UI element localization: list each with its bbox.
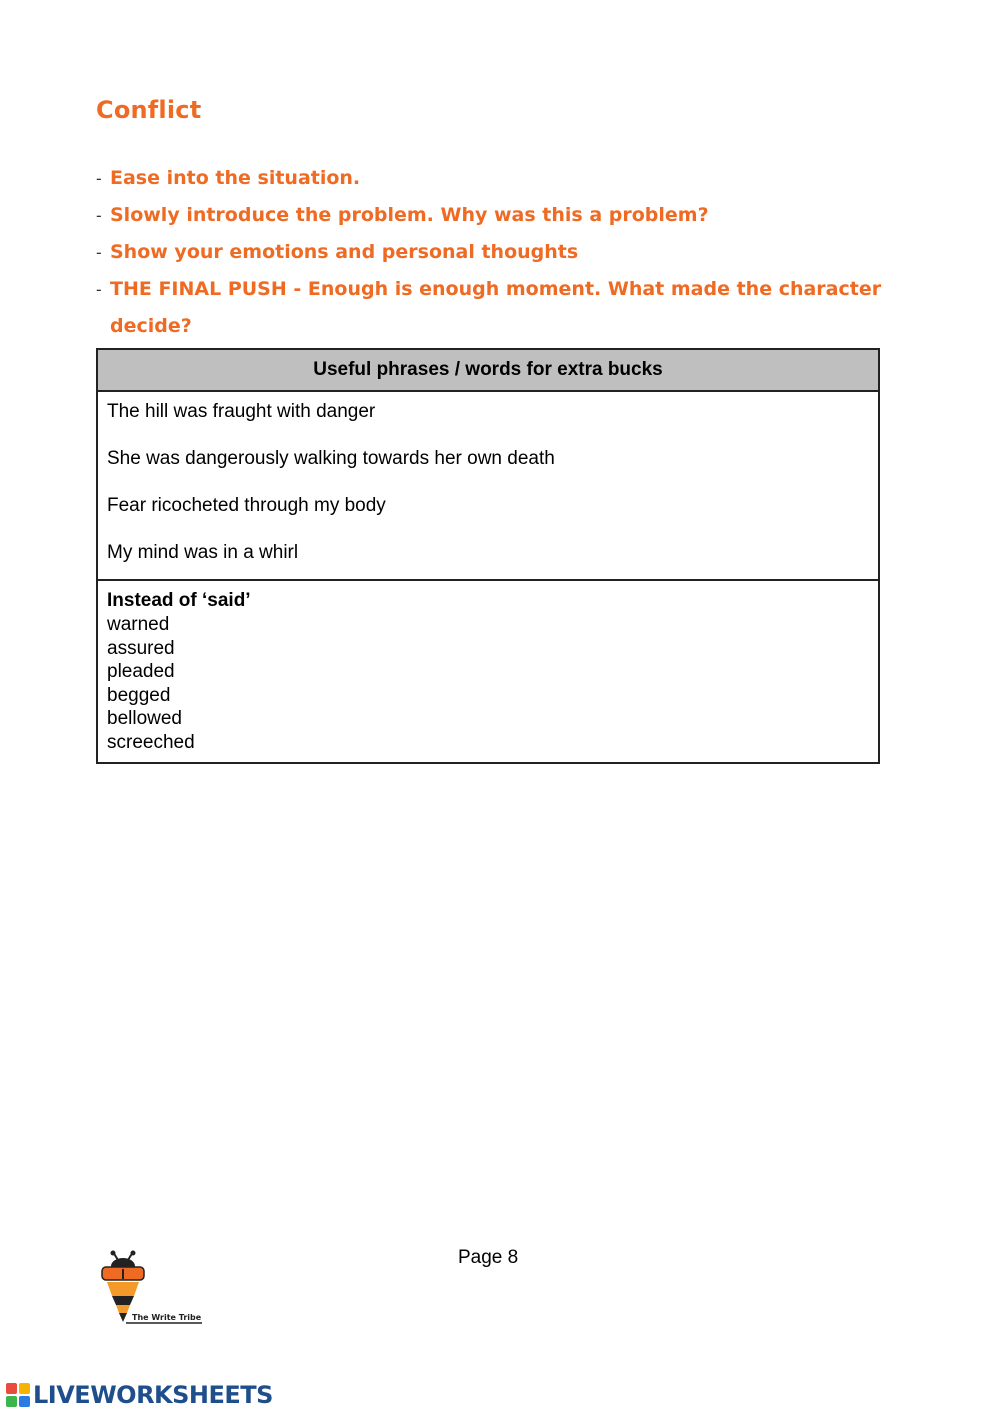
phrase-item: My mind was in a whirl — [107, 542, 299, 563]
said-title: Instead of ‘said’ — [107, 590, 251, 611]
list-item — [96, 197, 916, 234]
bullet-dash: - — [96, 169, 102, 188]
page-number: Page 8 — [458, 1247, 519, 1268]
bullet-dash: - — [96, 243, 102, 262]
write-tribe-logo — [96, 1250, 208, 1328]
logo-text: The Write Tribe — [132, 1313, 202, 1322]
bullet-dash: - — [96, 280, 102, 299]
list-item — [96, 271, 916, 345]
tip-text: Show your emotions and personal thoughts — [110, 241, 579, 263]
watermark-text: LIVEWORKSHEETS — [33, 1381, 273, 1409]
said-word: warned — [107, 614, 170, 635]
phrase-item: Fear ricocheted through my body — [107, 495, 386, 516]
phrase-item: She was dangerously walking towards her own death — [107, 448, 555, 469]
said-word: screeched — [107, 731, 195, 753]
liveworksheets-watermark — [6, 1380, 273, 1410]
said-word: begged — [107, 684, 171, 706]
phrase-item: The hill was fraught with danger — [107, 401, 376, 422]
tip-text: Ease into the situation. — [110, 167, 361, 189]
said-alternatives-cell — [98, 581, 878, 762]
said-word: assured — [107, 637, 175, 659]
useful-phrases-table — [96, 348, 880, 764]
phrases-cell — [98, 392, 878, 581]
tip-text: Slowly introduce the problem. Why was this a problem? — [110, 204, 709, 226]
liveworksheets-logo-icon — [6, 1383, 30, 1407]
said-word: pleaded — [107, 661, 175, 682]
bullet-dash: - — [96, 206, 102, 225]
said-word: bellowed — [107, 708, 182, 729]
tip-text: THE FINAL PUSH - Enough is enough moment. What made the character decide? — [110, 278, 882, 337]
bee-logo-icon — [96, 1250, 208, 1328]
tips-list — [96, 160, 916, 345]
table-header: Useful phrases / words for extra bucks — [98, 350, 878, 392]
list-item — [96, 160, 916, 197]
page-heading: Conflict — [96, 96, 202, 124]
list-item — [96, 234, 916, 271]
